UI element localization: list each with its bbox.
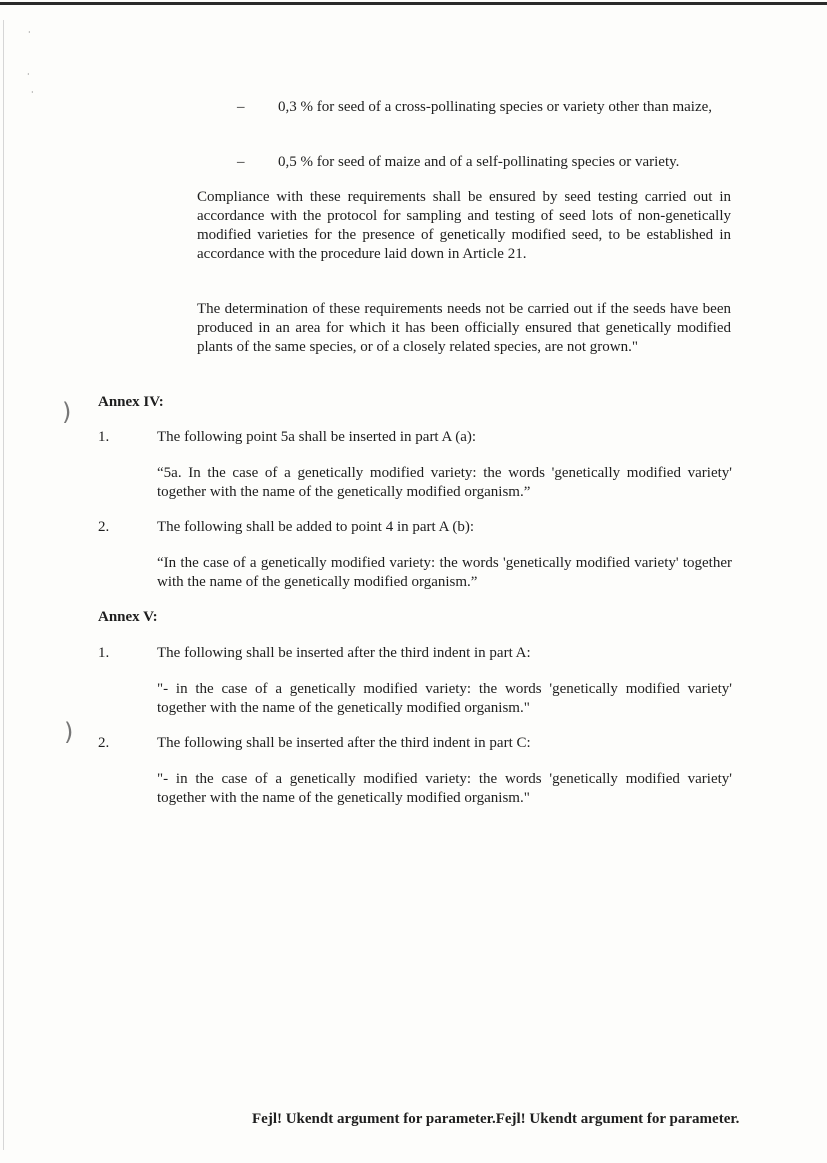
annex-iv-item-number: 1.: [98, 429, 110, 445]
scan-dot-mark: ·: [28, 28, 31, 37]
annex-v-item-quote: "- in the case of a genetically modified variety: the words 'genetically modified variety' together with the name of the genetically modified organism.": [157, 771, 732, 806]
annex-v-item-instruction: The following shall be inserted after the third indent in part A:: [157, 645, 531, 661]
dash-bullet: –: [237, 154, 245, 170]
annex-v-heading: Annex V:: [98, 609, 158, 625]
dash-item-text: 0,3 % for seed of a cross-pollinating species or variety other than maize,: [278, 99, 713, 115]
dash-item-text: 0,5 % for seed of maize and of a self-pollinating species or variety.: [278, 154, 680, 170]
margin-bracket-mark: ): [64, 718, 74, 746]
top-border-line: [0, 2, 827, 5]
left-scan-edge: [3, 20, 4, 1150]
margin-bracket-mark: ): [62, 398, 72, 426]
annex-iv-item-instruction: The following point 5a shall be inserted in part A (a):: [157, 429, 477, 445]
annex-v-item-number: 1.: [98, 645, 110, 661]
annex-v-item-quote: "- in the case of a genetically modified variety: the words 'genetically modified variety' together with the name of the genetically modified organism.": [157, 681, 732, 716]
annex-v-item-number: 2.: [98, 735, 110, 751]
annex-iv-item-quote: “5a. In the case of a genetically modified variety: the words 'genetically modified variety' together with the name of the genetically modified organism.”: [157, 465, 732, 500]
annex-v-item-instruction: The following shall be inserted after the third indent in part C:: [157, 735, 531, 751]
annex-iv-heading: Annex IV:: [98, 394, 164, 410]
scan-dot-mark: ·: [27, 70, 30, 79]
annex-iv-item-instruction: The following shall be added to point 4 in part A (b):: [157, 519, 475, 535]
compliance-paragraph: Compliance with these requirements shall be ensured by seed testing carried out in accordance with the protocol for sampling and testing of seed lots of non-genetically modified varieties for the presence of genetically modified seed, to be established in accordance with the procedure laid down in Article 21.: [197, 189, 731, 262]
annex-iv-item-number: 2.: [98, 519, 110, 535]
annex-iv-item-quote: “In the case of a genetically modified variety: the words 'genetically modified variety' together with the name of the genetically modified organism.”: [157, 555, 732, 590]
footer-field-error: Fejl! Ukendt argument for parameter.Fejl! Ukendt argument for parameter.: [252, 1111, 740, 1127]
dash-bullet: –: [237, 99, 245, 115]
determination-paragraph: The determination of these requirements needs not be carried out if the seeds have been produced in an area for which it has been officially ensured that genetically modified plants of the same species, or of a closely related species, are not grown.": [197, 301, 731, 355]
scan-dot-mark: ·: [31, 88, 34, 97]
